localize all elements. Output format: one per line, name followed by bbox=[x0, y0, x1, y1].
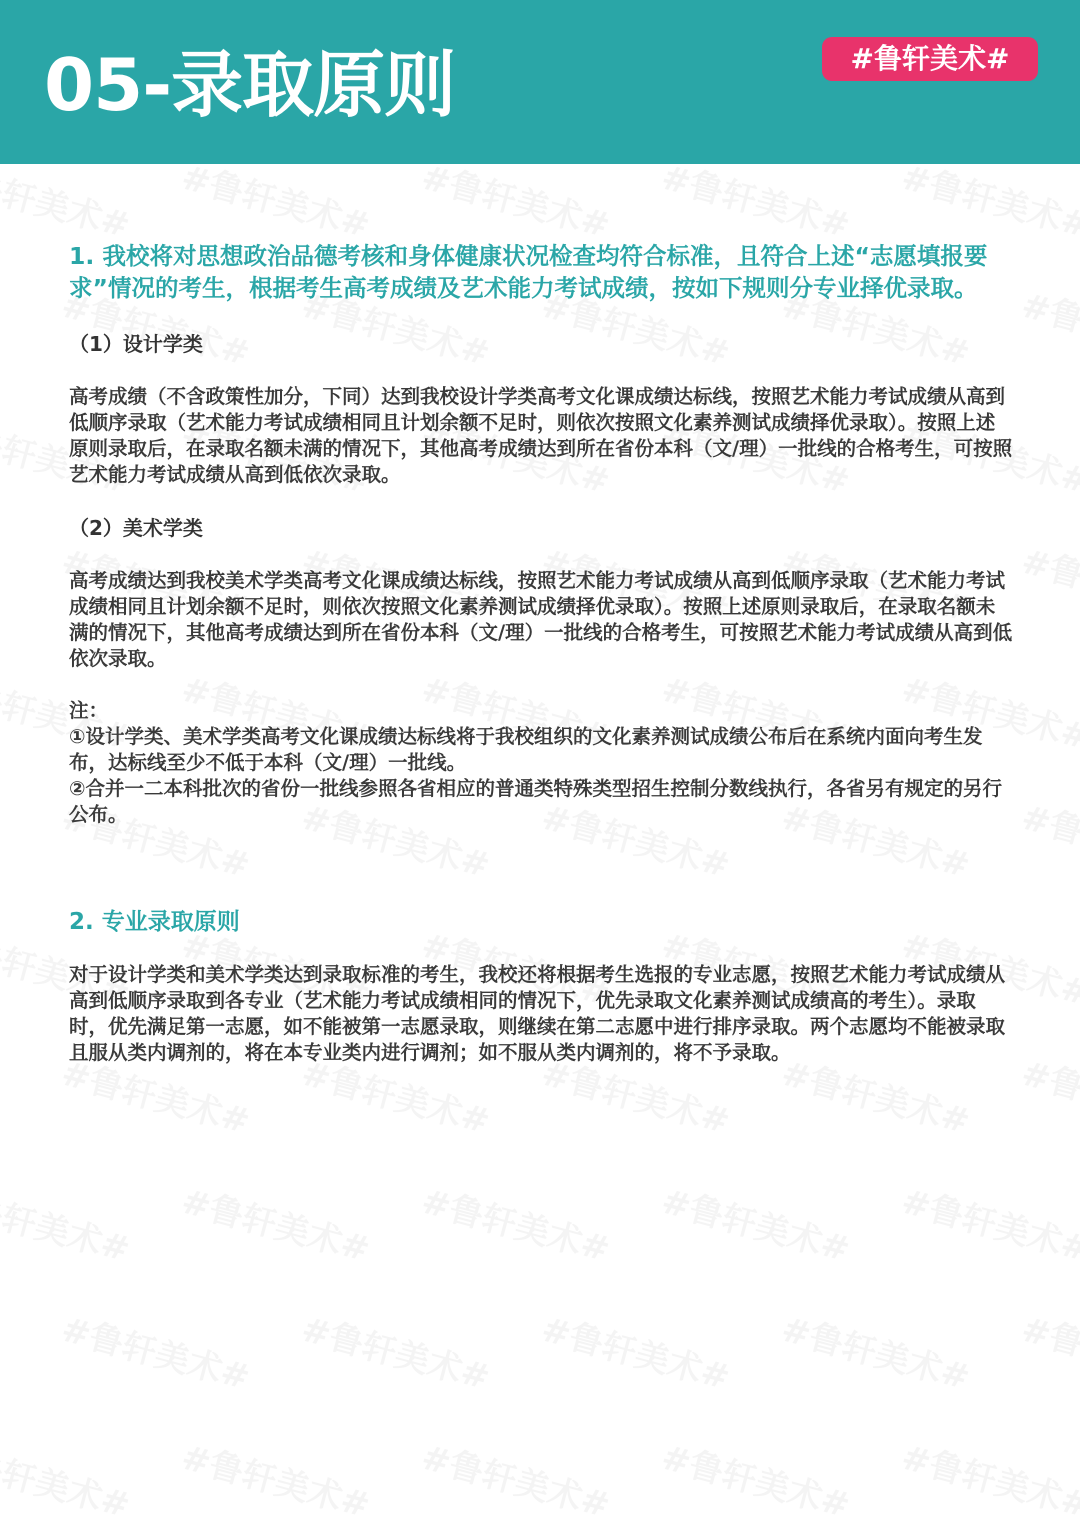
watermark-text bbox=[1017, 1046, 1080, 1143]
section2-text: 对于设计学类和美术学类达到录取标准的考生，我校还将根据考生选报的专业志愿，按照艺术能力考试成绩从高到低顺序录取到各专业（艺术能力考试成绩相同的情况下，优先录取文化素养测试成绩高的考生）。录取时，优先满足第一志愿，如不能被第一志愿录取，则继续在第二志愿中进行排序录取。两个志愿均不能被录取且服从类内调剂的，将在本专业类内进行调剂；如不服从类内调剂的，将不予录取。 bbox=[69, 963, 1006, 1064]
watermark-text bbox=[1017, 790, 1080, 887]
watermark-text bbox=[657, 164, 856, 247]
watermark-text bbox=[177, 1430, 376, 1526]
watermark-text bbox=[0, 164, 136, 247]
watermark-text bbox=[177, 1174, 376, 1271]
brand-tag-badge: #鲁轩美术# bbox=[822, 37, 1038, 81]
watermark-text bbox=[897, 1430, 1080, 1526]
watermark-text bbox=[657, 1430, 856, 1526]
note-item-1: ①设计学类、美术学类高考文化课成绩达标线将于我校组织的文化素养测试成绩公布后在系统内面向考生发布，达标线至少不低于本科（文/理）一批线。 bbox=[69, 725, 983, 774]
watermark-text bbox=[1017, 1302, 1080, 1399]
watermark-text bbox=[897, 1174, 1080, 1271]
watermark-text bbox=[897, 164, 1080, 247]
watermark-text bbox=[57, 1302, 256, 1399]
section2-heading: 2. 专业录取原则 bbox=[69, 909, 240, 935]
watermark-text bbox=[297, 1302, 496, 1399]
watermark-text bbox=[537, 1302, 736, 1399]
watermark-text bbox=[657, 1174, 856, 1271]
watermark-text bbox=[0, 1430, 136, 1526]
section1-lead: 1. 我校将对思想政治品德考核和身体健康状况检查均符合标准，且符合上述“志愿填报要求”情况的考生，根据考生高考成绩及艺术能力考试成绩，按如下规则分专业择优录取。 bbox=[69, 242, 988, 302]
design-category-heading: （1）设计学类 bbox=[69, 332, 203, 356]
fine-arts-category-heading: （2）美术学类 bbox=[69, 516, 203, 540]
watermark-text bbox=[1017, 278, 1080, 375]
watermark-text bbox=[777, 1302, 976, 1399]
watermark-text bbox=[1017, 534, 1080, 631]
fine-arts-category-text: 高考成绩达到我校美术学类高考文化课成绩达标线，按照艺术能力考试成绩从高到低顺序录取（艺术能力考试成绩相同且计划余额不足时，则依次按照文化素养测试成绩择优录取）。按照上述原则录取后，在录取名额未满的情况下，其他高考成绩达到所在省份本科（文/理）一批线的合格考生，可按照艺术能力考试成绩从高到低依次录取。 bbox=[69, 569, 1013, 670]
admission-principles-content bbox=[69, 240, 1014, 1066]
notes-label: 注： bbox=[69, 699, 109, 722]
watermark-text bbox=[417, 164, 616, 247]
watermark-text bbox=[177, 164, 376, 247]
watermark-text bbox=[0, 1174, 136, 1271]
page-header bbox=[0, 0, 1080, 164]
watermark-text bbox=[417, 1174, 616, 1271]
page-title: 05-录取原则 bbox=[44, 43, 456, 127]
design-category-text: 高考成绩（不含政策性加分，下同）达到我校设计学类高考文化课成绩达标线，按照艺术能力考试成绩从高到低顺序录取（艺术能力考试成绩相同且计划余额不足时，则依次按照文化素养测试成绩择优录取）。按照上述原则录取后，在录取名额未满的情况下，其他高考成绩达到所在省份本科（文/理）一批线的合格考生，可按照艺术能力考试成绩从高到低依次录取。 bbox=[69, 385, 1013, 486]
watermark-text bbox=[417, 1430, 616, 1526]
note-item-2: ②合并一二本科批次的省份一批线参照各省相应的普通类特殊类型招生控制分数线执行，各省另有规定的另行公布。 bbox=[69, 777, 1003, 826]
